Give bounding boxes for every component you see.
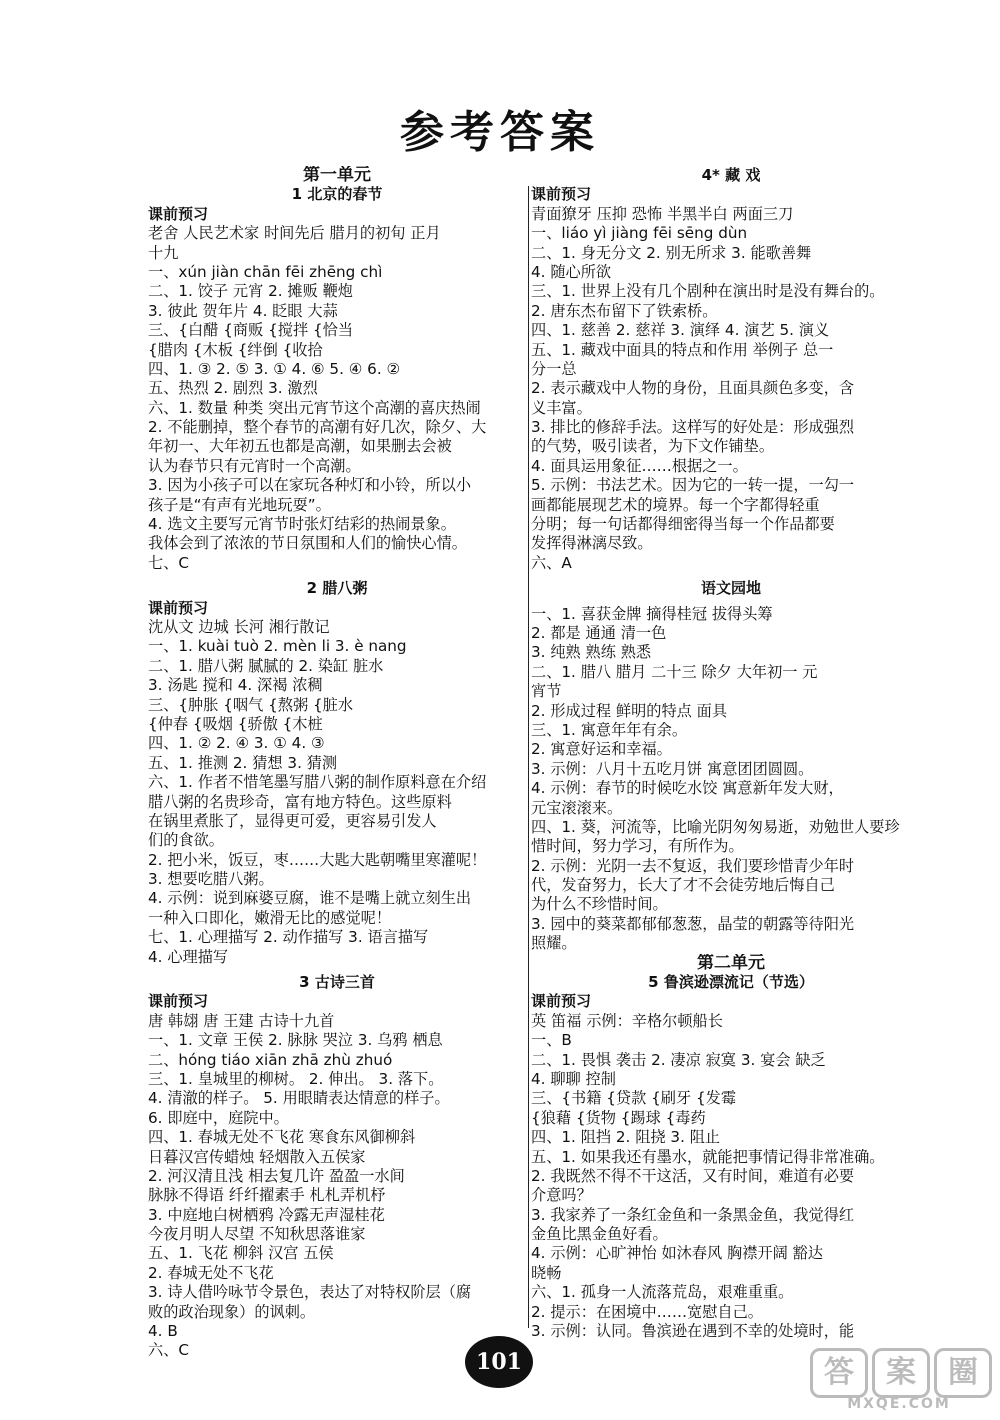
answer-line: 四、1. 慈善 2. 慈祥 3. 演绎 4. 演艺 5. 演义	[531, 321, 830, 340]
answer-line: 二、1. 腊八粥 腻腻的 2. 染缸 脏水	[148, 656, 384, 675]
answer-line: 十九	[148, 243, 179, 262]
answer-line: 4. 聊聊 控制	[531, 1069, 616, 1088]
answer-line: 七、1. 心理描写 2. 动作描写 3. 语言描写	[148, 928, 429, 947]
answer-line: 今夜月明人尽望 不知秋思落谁家	[148, 1225, 366, 1244]
answer-line: 二、1. 饺子 元宵 2. 摊贩 鞭炮	[148, 282, 353, 301]
answer-line: 4. 清澈的样子。 5. 用眼睛表达情意的样子。	[148, 1089, 450, 1108]
page-number: 101	[465, 1336, 533, 1388]
answer-line: 一、1. kuài tuò 2. mèn li 3. è nang	[148, 637, 407, 656]
answer-line: 3. 中庭地白树栖鸦 冷露无声湿桂花	[148, 1205, 385, 1224]
answer-line: 4. 示例：春节的时候吃水饺 寓意新年发大财，	[531, 779, 844, 798]
answer-line: 在锅里煮胀了，显得更可爱，更容易引发人	[148, 811, 437, 830]
answer-line: 年初一、大年初五也都是高潮，如果删去会被	[148, 437, 452, 456]
lesson-heading: 1 北京的春节	[291, 185, 383, 204]
answer-line: 六、1. 作者不惜笔墨写腊八粥的制作原料意在介绍	[148, 773, 487, 792]
right-column	[531, 166, 931, 1341]
answer-line: {腊肉 {木板 {绊倒 {收拾	[148, 340, 323, 359]
answer-line: 宵节	[531, 682, 562, 701]
answer-line: 唐 韩翃 唐 王建 古诗十九首	[148, 1011, 335, 1030]
answer-line: 五、1. 如果我还有墨水，就能把事情记得非常准确。	[531, 1147, 885, 1166]
answer-line: 3. 纯熟 熟练 熟悉	[531, 643, 652, 662]
answer-line: 发挥得淋漓尽致。	[531, 534, 653, 553]
answer-line: 5. 示例：书法艺术。因为它的一转一提，一勾一	[531, 476, 855, 495]
answer-line: 七、C	[148, 553, 189, 572]
answer-line: 三、1. 世界上没有几个剧种在演出时是没有舞台的。	[531, 282, 885, 301]
answer-line: 六、1. 孤身一人流落荒岛，艰难重重。	[531, 1283, 794, 1302]
answer-line: 腊八粥的名贵珍奇，富有地方特色。这些原料	[148, 792, 452, 811]
answer-line: 4. 心理描写	[148, 947, 229, 966]
answer-line: 2. 河汉清且浅 相去复几许 盈盈一水间	[148, 1166, 405, 1185]
answer-line: 五、1. 藏戏中面具的特点和作用 举例子 总一	[531, 340, 834, 359]
answer-line: 2. 形成过程 鲜明的特点 面具	[531, 701, 728, 720]
answer-line: 一、B	[531, 1031, 572, 1050]
answer-line: 代，发奋努力，长大了才不会徒劳地后悔自己	[531, 876, 835, 895]
answer-line: 四、1. 春城无处不飞花 寒食东风御柳斜	[148, 1128, 416, 1147]
answer-line: 二、1. 畏惧 袭击 2. 凄凉 寂寞 3. 宴会 缺乏	[531, 1050, 826, 1069]
answer-line: 认为春节只有元宵时一个高潮。	[148, 456, 361, 475]
column-divider	[528, 186, 529, 1328]
section-label: 课前预习	[148, 992, 209, 1011]
answer-line: 一、xún jiàn chān fēi zhēng chì	[148, 262, 383, 281]
answer-line: 二、hóng tiáo xiān zhā zhù zhuó	[148, 1050, 393, 1069]
answer-line: 四、1. ③ 2. ⑤ 3. ① 4. ⑥ 5. ④ 6. ②	[148, 359, 401, 378]
answer-line: 为什么不珍惜时间。	[531, 895, 668, 914]
answer-line: 青面獠牙 压抑 恐怖 半黑半白 两面三刀	[531, 204, 794, 223]
answer-line: 3. 示例：认同。鲁滨逊在遇到不幸的处境时，能	[531, 1322, 855, 1341]
section-label: 课前预习	[148, 204, 209, 223]
answer-line: 2. 表示藏戏中人物的身份，且面具颜色多变，含	[531, 379, 855, 398]
answer-line: 老舍 人民艺术家 时间先后 腊月的初旬 正月	[148, 224, 441, 243]
answer-line: 沈从文 边城 长河 湘行散记	[148, 617, 330, 636]
answer-line: 们的食欲。	[148, 831, 224, 850]
watermark-char: 圈	[934, 1348, 992, 1398]
answer-line: 4. B	[148, 1322, 178, 1341]
answer-line: 2. 春城无处不飞花	[148, 1263, 274, 1282]
answer-line: {狼藉 {货物 {踢球 {毒药	[531, 1108, 706, 1127]
section-label: 课前预习	[531, 992, 592, 1011]
left-column	[148, 166, 526, 1361]
answer-line: 3. 彼此 贺年片 4. 眨眼 大蒜	[148, 301, 338, 320]
answer-line: 孩子是“有声有光地玩耍”。	[148, 495, 331, 514]
answer-line: 四、1. ② 2. ④ 3. ① 4. ③	[148, 734, 325, 753]
section-label: 课前预习	[148, 598, 209, 617]
answer-line: 三、{书籍 {贷款 {刷牙 {发霉	[531, 1089, 737, 1108]
answer-line: 脉脉不得语 纤纤擢素手 札札弄机杼	[148, 1186, 386, 1205]
unit-heading: 第二单元	[697, 953, 765, 973]
answer-line: 2. 寓意好运和幸福。	[531, 740, 672, 759]
answer-line: 4. 示例：说到麻婆豆腐，谁不是嘴上就立刻生出	[148, 889, 472, 908]
answer-line: 分明；每一句话都得细密得当每一个作品都要	[531, 515, 835, 534]
lesson-heading: 4* 藏 戏	[701, 166, 761, 184]
answer-line: 三、{肿胀 {咽气 {熬粥 {脏水	[148, 695, 354, 714]
answer-line: 英 笛福 示例：辛格尔顿船长	[531, 1011, 723, 1030]
answer-line: 3. 想要吃腊八粥。	[148, 870, 274, 889]
page-title: 参考答案	[400, 107, 600, 158]
section-label: 课前预习	[531, 185, 592, 204]
answer-line: 3. 因为小孩子可以在家玩各种灯和小铃，所以小	[148, 476, 472, 495]
answer-line: 4. 随心所欲	[531, 262, 612, 281]
answer-line: 惜时间，努力学习，有所作为。	[531, 837, 744, 856]
watermark-url: MXQE.COM	[847, 1396, 951, 1412]
answer-line: 日暮汉宫传蜡烛 轻烟散入五侯家	[148, 1147, 366, 1166]
answer-line: 一、1. 文章 王侯 2. 脉脉 哭泣 3. 乌鸦 栖息	[148, 1031, 443, 1050]
answer-line: 2. 示例：光阴一去不复返，我们要珍惜青少年时	[531, 856, 855, 875]
answer-line: 3. 诗人借吟咏节令景色，表达了对特权阶层（腐	[148, 1283, 472, 1302]
answer-line: 4. 示例：心旷神怡 如沐春风 胸襟开阔 豁达	[531, 1244, 823, 1263]
lesson-heading: 语文园地	[700, 579, 761, 598]
answer-line: 义丰富。	[531, 398, 592, 417]
answer-line: 照耀。	[531, 934, 577, 953]
answer-line: 3. 排比的修辞手法。这样写的好处是：形成强烈	[531, 418, 855, 437]
answer-line: 五、1. 推测 2. 猜想 3. 猜测	[148, 753, 338, 772]
answer-line: 2. 唐东杰布留下了铁索桥。	[531, 301, 718, 320]
answer-line: 六、C	[148, 1341, 189, 1360]
answer-line: 2. 不能删掉，整个春节的高潮有好几次，除夕、大	[148, 418, 487, 437]
answer-line: 2. 都是 通通 清一色	[531, 623, 667, 642]
answer-line: {仲春 {吸烟 {骄傲 {木桩	[148, 714, 323, 733]
answer-line: 4. 面具运用象征……根据之一。	[531, 456, 748, 475]
answer-line: 2. 把小米，饭豆，枣……大匙大匙朝嘴里寒灌呢！	[148, 850, 487, 869]
watermark-char: 案	[872, 1348, 930, 1398]
answer-line: 的气势，吸引读者，为下文作铺垫。	[531, 437, 774, 456]
answer-line: 分一总	[531, 359, 577, 378]
answer-line: 3. 园中的葵菜都郁郁葱葱，晶莹的朝露等待阳光	[531, 914, 855, 933]
answer-line: 二、1. 身无分文 2. 别无所求 3. 能歌善舞	[531, 243, 812, 262]
unit-heading: 第一单元	[303, 166, 371, 185]
answer-line: 六、1. 数量 种类 突出元宵节这个高潮的喜庆热闹	[148, 398, 481, 417]
answer-line: 4. 选文主要写元宵节时张灯结彩的热闹景象。	[148, 515, 456, 534]
answer-line: 六、A	[531, 553, 572, 572]
answer-line: 元宝滚滚来。	[531, 798, 623, 817]
answer-line: 五、1. 飞花 柳斜 汉宫 五侯	[148, 1244, 334, 1263]
answer-line: 一、liáo yì jiàng fēi sēng dùn	[531, 224, 748, 243]
answer-line: 我体会到了浓浓的节日氛围和人们的愉快心情。	[148, 534, 467, 553]
answer-line: 金鱼比黑金鱼好看。	[531, 1225, 668, 1244]
answer-line: 3. 示例：八月十五吃月饼 寓意团团圆圆。	[531, 759, 814, 778]
answer-line: 2. 我既然不得不干这活，又有时间，难道有必要	[531, 1166, 855, 1185]
answer-line: 介意吗？	[531, 1186, 592, 1205]
lesson-heading: 2 腊八粥	[306, 579, 368, 598]
lesson-heading: 5 鲁滨逊漂流记（节选）	[648, 973, 814, 992]
answer-line: 三、1. 皇城里的柳树。 2. 伸出。 3. 落下。	[148, 1069, 444, 1088]
answer-line: 画都能展现艺术的境界。每一个字都得轻重	[531, 495, 820, 514]
lesson-heading: 3 古诗三首	[299, 973, 375, 992]
watermark-char: 答	[810, 1348, 868, 1398]
answer-line: 三、{白醋 {商贩 {搅拌 {恰当	[148, 321, 354, 340]
answer-line: 6. 即庭中，庭院中。	[148, 1108, 289, 1127]
answer-line: 2. 提示：在困境中……宽慰自己。	[531, 1302, 763, 1321]
answer-line: 五、热烈 2. 剧烈 3. 激烈	[148, 379, 318, 398]
answer-line: 二、1. 腊八 腊月 二十三 除夕 大年初一 元	[531, 662, 818, 681]
answer-line: 败的政治现象）的讽刺。	[148, 1302, 316, 1321]
watermark-logo	[810, 1348, 988, 1412]
answer-line: 3. 我家养了一条红金鱼和一条黑金鱼，我觉得红	[531, 1205, 855, 1224]
answer-line: 3. 汤匙 搅和 4. 深褐 浓稠	[148, 676, 323, 695]
answer-line: 四、1. 阻挡 2. 阻挠 3. 阻止	[531, 1128, 721, 1147]
answer-line: 三、1. 寓意年年有余。	[531, 720, 688, 739]
answer-line: 一、1. 喜获金牌 摘得桂冠 拔得头筹	[531, 604, 773, 623]
answer-line: 晓畅	[531, 1263, 562, 1282]
answer-line: 四、1. 葵，河流等，比喻光阴匆匆易逝，劝勉世人要珍	[531, 817, 900, 836]
answer-line: 一种入口即化，嫩滑无比的感觉呢！	[148, 908, 391, 927]
